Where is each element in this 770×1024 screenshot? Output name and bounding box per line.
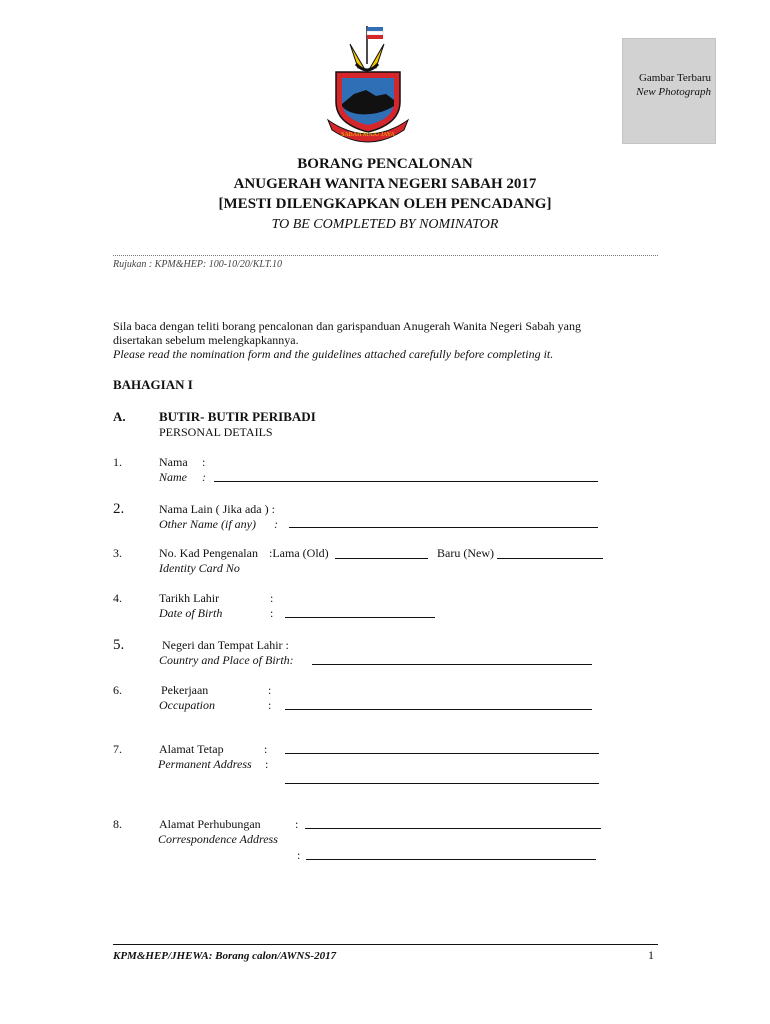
birthplace-input-line[interactable] <box>312 664 592 665</box>
field-sublabel-occupation: Occupation <box>159 698 215 712</box>
header-divider <box>113 255 658 256</box>
permanent-address-line-2[interactable] <box>285 783 599 784</box>
intro-malay-line2: disertakan sebelum melengkapkannya. <box>113 333 299 347</box>
permanent-address-line-1[interactable] <box>285 753 599 754</box>
field-colon: : <box>265 757 269 771</box>
field-colon: : <box>268 698 272 712</box>
field-label-birthplace: Negeri dan Tempat Lahir : <box>162 638 289 652</box>
part-subtitle: PERSONAL DETAILS <box>159 425 273 439</box>
section-heading: BAHAGIAN I <box>113 377 193 392</box>
field-number: 6. <box>113 683 122 697</box>
name-input-line[interactable] <box>214 481 598 482</box>
field-number: 4. <box>113 591 122 605</box>
field-sublabel-name: Name <box>159 470 187 484</box>
field-colon: : <box>268 683 272 697</box>
field-label-ic: No. Kad Pengenalan <box>159 546 258 560</box>
crest-motto: SABAH MAJU JAYA <box>341 132 395 138</box>
reference-number: Rujukan : KPM&HEP: 100-10/20/KLT.10 <box>113 259 283 270</box>
footer-divider <box>113 944 658 945</box>
field-number: 1. <box>113 455 122 469</box>
field-colon: : <box>297 848 301 862</box>
intro-malay-line1: Sila baca dengan teliti borang pencalonan dan garispanduan Anugerah Wanita Negeri Sabah yang <box>113 319 581 333</box>
photo-label: Gambar Terbaru <box>638 72 711 84</box>
field-label-other-name: Nama Lain ( Jika ada ) : <box>159 502 275 516</box>
form-title: BORANG PENCALONAN <box>297 156 473 172</box>
ic-old-input-line[interactable] <box>335 558 428 559</box>
field-label-permanent-address: Alamat Tetap <box>159 742 224 756</box>
field-sublabel-dob: Date of Birth <box>159 606 223 620</box>
field-label-occupation: Pekerjaan <box>161 683 209 697</box>
nominator-instruction-english: TO BE COMPLETED BY NOMINATOR <box>271 217 499 232</box>
ic-old-label: :Lama (Old) <box>269 546 329 560</box>
field-colon: : <box>264 742 268 756</box>
field-sublabel-birthplace: Country and Place of Birth: <box>159 653 294 667</box>
field-number: 5. <box>113 637 125 653</box>
footer-reference: KPM&HEP/JHEWA: Borang calon/AWNS-2017 <box>113 950 337 962</box>
field-colon: : <box>270 591 274 605</box>
correspondence-address-line-1[interactable] <box>305 828 601 829</box>
award-title: ANUGERAH WANITA NEGERI SABAH 2017 <box>233 176 537 192</box>
field-sublabel-correspondence-address: Correspondence Address <box>158 832 278 846</box>
field-label-correspondence-address: Alamat Perhubungan <box>159 817 261 831</box>
field-colon: : <box>202 455 206 469</box>
field-number: 2. <box>113 501 125 517</box>
field-label-name: Nama <box>159 455 188 469</box>
field-colon: : <box>295 817 299 831</box>
field-sublabel-permanent-address: Permanent Address <box>158 757 252 771</box>
field-colon: : <box>270 606 274 620</box>
field-label-dob: Tarikh Lahir <box>159 591 220 605</box>
field-sublabel-other-name: Other Name (if any) <box>159 517 256 531</box>
correspondence-address-line-2[interactable] <box>306 859 596 860</box>
dob-input-line[interactable] <box>285 617 435 618</box>
field-number: 7. <box>113 742 122 756</box>
field-number: 3. <box>113 546 122 560</box>
field-number: 8. <box>113 817 122 831</box>
ic-new-input-line[interactable] <box>497 558 603 559</box>
ic-new-label: Baru (New) <box>437 546 494 560</box>
other-name-input-line[interactable] <box>289 527 598 528</box>
occupation-input-line[interactable] <box>285 709 592 710</box>
intro-english: Please read the nomination form and the guidelines attached carefully before completing it. <box>113 347 554 361</box>
part-letter: A. <box>113 409 126 424</box>
field-colon: : <box>202 470 206 484</box>
nominator-instruction: [MESTI DILENGKAPKAN OLEH PENCADANG] <box>218 196 552 212</box>
photo-label-english: New Photograph <box>636 86 711 98</box>
part-title: BUTIR- BUTIR PERIBADI <box>159 409 316 424</box>
photo-placeholder-box[interactable] <box>622 38 716 144</box>
field-sublabel-ic: Identity Card No <box>159 561 240 575</box>
field-colon: : <box>274 517 278 531</box>
page-number: 1 <box>648 948 654 962</box>
sabah-crest-logo <box>318 24 418 144</box>
